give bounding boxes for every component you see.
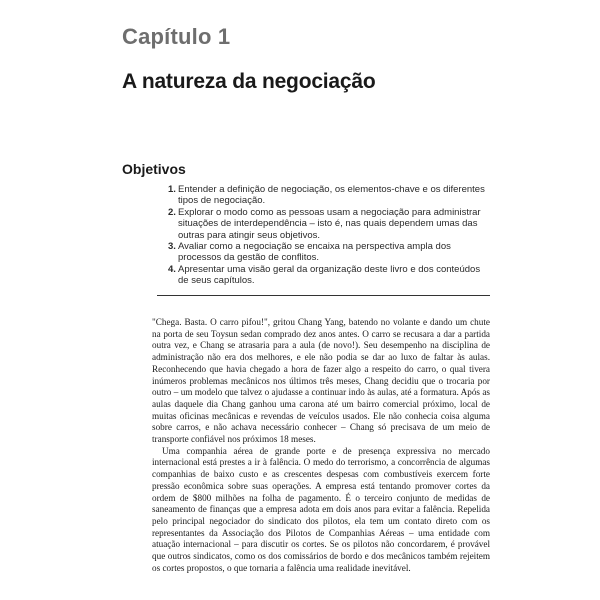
objective-text: Entender a definição de negociação, os elementos-chave e os diferentes tipos de negociação.: [178, 184, 485, 207]
objective-text: Explorar o modo como as pessoas usam a negociação para administrar situações de interdependência – isto é, nas quais dependem umas das outras para atingir seus objetivos.: [178, 206, 481, 241]
objective-item: [168, 241, 486, 264]
body-text: [152, 317, 490, 574]
objective-item: [168, 184, 486, 207]
objectives-list: [168, 184, 486, 287]
objective-item: [168, 264, 486, 287]
body-paragraph: Uma companhia aérea de grande porte e de presença expressiva no mercado internacional está prestes a ir à falência. O medo do terrorismo, a concorrência de algumas companhias de baixo custo e as crescentes despesas com combustíveis exercem forte pressão econômica sobre suas operações. A empresa está tentando promover cortes da ordem de $800 milhões na folha de pagamento. É o terceiro conjunto de medidas de saneamento de finanças que a empresa adota em dois anos para evitar a falência. Repelida pelo principal negociador do sindicato dos pilotos, ela tem um contato direto com os representantes da Associação dos Pilotos de Companhias Aéreas – uma entidade com atuação internacional – para discutir os cortes. Se os pilotos não concordarem, é provável que outros sindicatos, como os dos comissários de bordo e dos mecânicos também rejeitem os cortes propostos, o que tornaria a falência uma realidade inevitável.: [152, 445, 490, 573]
objective-number: 2.: [168, 206, 176, 218]
objective-number: 4.: [168, 263, 176, 275]
objective-text: Apresentar uma visão geral da organização deste livro e dos conteúdos de seus capítulos.: [178, 263, 481, 287]
objective-number: 3.: [168, 241, 176, 253]
chapter-title: A natureza da negociação: [122, 70, 376, 93]
section-divider: [157, 295, 490, 296]
objective-item: [168, 207, 486, 241]
objective-number: 1.: [168, 184, 176, 195]
chapter-label: Capítulo 1: [122, 24, 231, 49]
objectives-heading: Objetivos: [122, 161, 186, 177]
objective-text: Avaliar como a negociação se encaixa na perspectiva ampla dos processos da gestão de conflitos.: [178, 241, 451, 264]
body-paragraph: "Chega. Basta. O carro pifou!", gritou Chang Yang, batendo no volante e dando um chute na porta de seu Toysun sedan comprado dez anos antes. O carro se recusara a dar a partida outra vez, e Chang se atrasaria para a aula (de novo!). Seu desempenho na disciplina de administração não era dos melhores, e ele não podia se dar ao luxo de faltar às aulas. Reconhecendo que havia chegado a hora de fazer algo a respeito do carro, o qual tivera inúmeros problemas mecânicos nos últimos três meses, Chang decidiu que o trocaria por outro – um modelo que talvez o ajudasse a continuar indo às aulas, até a formatura. Após as aulas daquele dia Chang ganhou uma carona até um bairro comercial próximo, local de muitas oficinas mecânicas e revendas de veículos usados. Ele não conhecia coisa alguma sobre carros, e não achava necessário conhecer – Chang só precisava de um meio de transporte confiável nos próximos 18 meses.: [152, 317, 490, 445]
